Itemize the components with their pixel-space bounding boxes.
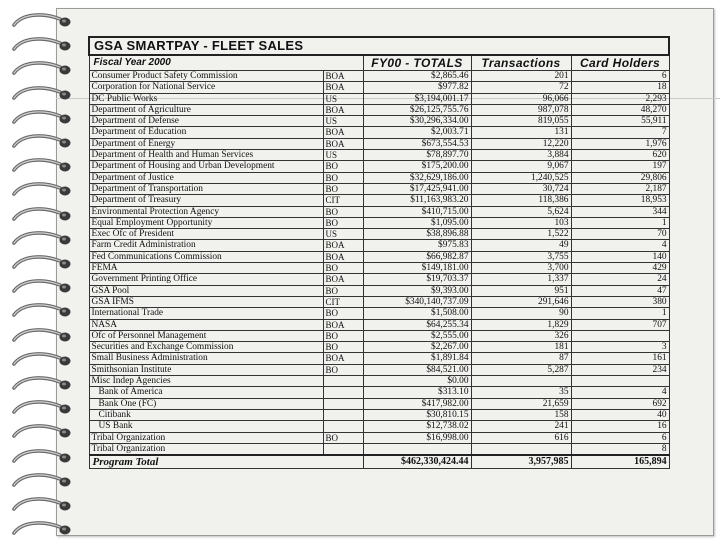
header-transactions: Transactions	[471, 55, 571, 71]
fy00-total-cell	[363, 443, 471, 455]
bank-code-cell: BO	[323, 364, 363, 375]
spiral-binding	[0, 0, 80, 540]
bank-code-cell: BOA	[323, 127, 363, 138]
agency-cell: Farm Credit Administration	[89, 240, 323, 251]
transactions-cell: 1,522	[471, 229, 571, 240]
table-row	[89, 206, 669, 217]
bank-code-cell: BO	[323, 330, 363, 341]
binding-ring	[8, 300, 72, 322]
binding-ring	[8, 470, 72, 492]
table-row	[89, 353, 669, 364]
card-holders-cell: 692	[571, 398, 669, 409]
transactions-cell: 30,724	[471, 183, 571, 194]
transactions-cell: 118,386	[471, 195, 571, 206]
bank-code-cell: US	[323, 116, 363, 127]
card-holders-cell: 707	[571, 319, 669, 330]
card-holders-cell: 197	[571, 161, 669, 172]
agency-cell: Equal Employment Opportunity	[89, 217, 323, 228]
agency-cell: Environmental Protection Agency	[89, 206, 323, 217]
agency-cell: Department of Health and Human Services	[89, 150, 323, 161]
agency-cell: GSA Pool	[89, 285, 323, 296]
table-row	[89, 240, 669, 251]
fy00-total-cell: $417,982.00	[363, 398, 471, 409]
table-row	[89, 104, 669, 115]
bank-code-cell	[323, 421, 363, 432]
agency-cell: US Bank	[89, 421, 323, 432]
fy00-total-cell: $0.00	[363, 376, 471, 387]
binding-ring	[8, 179, 72, 201]
binding-ring	[8, 325, 72, 347]
agency-cell: Ofc of Personnel Management	[89, 330, 323, 341]
fy00-total-cell: $30,810.15	[363, 409, 471, 420]
table-row	[89, 364, 669, 375]
table-row	[89, 443, 669, 455]
transactions-cell: 5,624	[471, 206, 571, 217]
table-row	[89, 296, 669, 307]
agency-cell: Department of Agriculture	[89, 104, 323, 115]
transactions-cell: 326	[471, 330, 571, 341]
table-row	[89, 93, 669, 104]
bank-code-cell: US	[323, 150, 363, 161]
transactions-cell: 3,884	[471, 150, 571, 161]
bank-code-cell: US	[323, 93, 363, 104]
binding-ring	[8, 446, 72, 468]
agency-cell: Corporation for National Service	[89, 82, 323, 93]
card-holders-cell: 47	[571, 285, 669, 296]
card-holders-cell: 6	[571, 71, 669, 82]
fy00-total-cell: $64,255.34	[363, 319, 471, 330]
card-holders-cell: 234	[571, 364, 669, 375]
transactions-cell	[471, 376, 571, 387]
agency-cell: Department of Transportation	[89, 183, 323, 194]
transactions-cell: 12,220	[471, 138, 571, 149]
spreadsheet	[88, 36, 668, 506]
fy00-total-cell: $78,897.70	[363, 150, 471, 161]
bank-code-cell: BOA	[323, 251, 363, 262]
card-holders-cell: 1	[571, 217, 669, 228]
agency-cell: GSA IFMS	[89, 296, 323, 307]
binding-ring	[8, 34, 72, 56]
table-row	[89, 330, 669, 341]
agency-cell: Tribal Organization	[89, 432, 323, 443]
program-total-label: Program Total	[89, 455, 363, 469]
bank-code-cell: BO	[323, 161, 363, 172]
table-row	[89, 251, 669, 262]
bank-code-cell: BOA	[323, 104, 363, 115]
fy00-total-cell: $66,982.87	[363, 251, 471, 262]
card-holders-cell: 48,270	[571, 104, 669, 115]
card-holders-cell: 70	[571, 229, 669, 240]
card-holders-cell: 16	[571, 421, 669, 432]
fy00-total-cell: $38,896.88	[363, 229, 471, 240]
transactions-cell: 87	[471, 353, 571, 364]
card-holders-cell: 380	[571, 296, 669, 307]
table-row	[89, 398, 669, 409]
bank-code-cell: BO	[323, 206, 363, 217]
bank-code-cell: BOA	[323, 274, 363, 285]
agency-cell: Fed Communications Commission	[89, 251, 323, 262]
bank-code-cell: BOA	[323, 82, 363, 93]
transactions-cell: 158	[471, 409, 571, 420]
fy00-total-cell: $149,181.00	[363, 263, 471, 274]
binding-ring	[8, 10, 72, 32]
fy00-total-cell: $1,508.00	[363, 308, 471, 319]
agency-cell: Department of Housing and Urban Development	[89, 161, 323, 172]
binding-ring	[8, 518, 72, 540]
bank-code-cell: BOA	[323, 240, 363, 251]
bank-code-cell: BO	[323, 217, 363, 228]
bank-code-cell: BO	[323, 285, 363, 296]
binding-ring	[8, 421, 72, 443]
table-row	[89, 82, 669, 93]
transactions-cell: 201	[471, 71, 571, 82]
bank-code-cell: CIT	[323, 296, 363, 307]
card-holders-cell: 55,911	[571, 116, 669, 127]
table-row	[89, 161, 669, 172]
bank-code-cell: BO	[323, 263, 363, 274]
binding-ring	[8, 397, 72, 419]
card-holders-cell: 344	[571, 206, 669, 217]
bank-code-cell: BOA	[323, 71, 363, 82]
bank-code-cell: BOA	[323, 353, 363, 364]
agency-cell: Consumer Product Safety Commission	[89, 71, 323, 82]
bank-code-cell: BOA	[323, 138, 363, 149]
sheet-title: GSA SMARTPAY - FLEET SALES	[89, 37, 669, 55]
fiscal-year-label: Fiscal Year 2000	[89, 55, 363, 71]
card-holders-cell: 6	[571, 432, 669, 443]
table-row	[89, 116, 669, 127]
table-row	[89, 421, 669, 432]
binding-ring	[8, 252, 72, 274]
fy00-total-cell: $975.83	[363, 240, 471, 251]
card-holders-cell: 29,806	[571, 172, 669, 183]
bank-code-cell: BO	[323, 308, 363, 319]
card-holders-cell: 3	[571, 342, 669, 353]
agency-cell: Bank of America	[89, 387, 323, 398]
agency-cell: Tribal Organization	[89, 443, 323, 455]
agency-cell: Citibank	[89, 409, 323, 420]
transactions-cell: 21,659	[471, 398, 571, 409]
transactions-cell: 1,240,525	[471, 172, 571, 183]
binding-ring	[8, 349, 72, 371]
card-holders-cell: 8	[571, 443, 669, 455]
agency-cell: Bank One (FC)	[89, 398, 323, 409]
transactions-cell: 96,066	[471, 93, 571, 104]
card-holders-cell: 40	[571, 409, 669, 420]
card-holders-cell: 429	[571, 263, 669, 274]
binding-ring	[8, 276, 72, 298]
bank-code-cell: BO	[323, 183, 363, 194]
table-row	[89, 432, 669, 443]
fy00-total-cell: $340,140,737.09	[363, 296, 471, 307]
program-total-transactions: 3,957,985	[471, 455, 571, 469]
agency-cell: FEMA	[89, 263, 323, 274]
table-row	[89, 387, 669, 398]
agency-cell: Government Printing Office	[89, 274, 323, 285]
binding-ring	[8, 155, 72, 177]
table-row	[89, 138, 669, 149]
table-row	[89, 183, 669, 194]
table-row	[89, 342, 669, 353]
card-holders-cell: 140	[571, 251, 669, 262]
agency-cell: Department of Justice	[89, 172, 323, 183]
agency-cell: Misc Indep Agencies	[89, 376, 323, 387]
fy00-total-cell: $1,891.84	[363, 353, 471, 364]
fy00-total-cell: $32,629,186.00	[363, 172, 471, 183]
table-row	[89, 172, 669, 183]
card-holders-cell: 1,976	[571, 138, 669, 149]
card-holders-cell: 161	[571, 353, 669, 364]
card-holders-cell: 18,953	[571, 195, 669, 206]
transactions-cell: 72	[471, 82, 571, 93]
bank-code-cell	[323, 387, 363, 398]
card-holders-cell: 4	[571, 387, 669, 398]
fy00-total-cell: $2,267.00	[363, 342, 471, 353]
bank-code-cell: US	[323, 229, 363, 240]
card-holders-cell: 24	[571, 274, 669, 285]
card-holders-cell	[571, 376, 669, 387]
binding-ring	[8, 228, 72, 250]
fleet-sales-table	[88, 36, 670, 469]
fy00-total-cell: $3,194,001.17	[363, 93, 471, 104]
transactions-cell: 3,700	[471, 263, 571, 274]
transactions-cell: 131	[471, 127, 571, 138]
program-total-row	[89, 455, 669, 469]
card-holders-cell: 7	[571, 127, 669, 138]
card-holders-cell: 18	[571, 82, 669, 93]
transactions-cell	[471, 443, 571, 455]
table-row	[89, 274, 669, 285]
transactions-cell: 3,755	[471, 251, 571, 262]
table-row	[89, 229, 669, 240]
bank-code-cell: BO	[323, 172, 363, 183]
table-row	[89, 409, 669, 420]
table-row	[89, 263, 669, 274]
card-holders-cell	[571, 330, 669, 341]
agency-cell: International Trade	[89, 308, 323, 319]
table-row	[89, 319, 669, 330]
table-row	[89, 150, 669, 161]
agency-cell: Smithsonian Institute	[89, 364, 323, 375]
agency-cell: Securities and Exchange Commission	[89, 342, 323, 353]
bank-code-cell: BO	[323, 342, 363, 353]
bank-code-cell: CIT	[323, 195, 363, 206]
transactions-cell: 616	[471, 432, 571, 443]
fy00-total-cell: $313.10	[363, 387, 471, 398]
fy00-total-cell: $17,425,941.00	[363, 183, 471, 194]
bank-code-cell: BOA	[323, 319, 363, 330]
binding-ring	[8, 131, 72, 153]
agency-cell: Small Business Administration	[89, 353, 323, 364]
fy00-total-cell: $175,200.00	[363, 161, 471, 172]
fy00-total-cell: $2,555.00	[363, 330, 471, 341]
card-holders-cell: 4	[571, 240, 669, 251]
header-totals: FY00 - TOTALS	[363, 55, 471, 71]
transactions-cell: 291,646	[471, 296, 571, 307]
fy00-total-cell: $1,095.00	[363, 217, 471, 228]
fy00-total-cell: $26,125,755.76	[363, 104, 471, 115]
bank-code-cell: BO	[323, 432, 363, 443]
table-row	[89, 217, 669, 228]
card-holders-cell: 2,293	[571, 93, 669, 104]
fy00-total-cell: $673,554.53	[363, 138, 471, 149]
table-row	[89, 195, 669, 206]
table-row	[89, 376, 669, 387]
transactions-cell: 35	[471, 387, 571, 398]
program-total-amount: $462,330,424.44	[363, 455, 471, 469]
agency-cell: DC Public Works	[89, 93, 323, 104]
transactions-cell: 103	[471, 217, 571, 228]
table-row	[89, 71, 669, 82]
binding-ring	[8, 58, 72, 80]
fy00-total-cell: $2,865.46	[363, 71, 471, 82]
transactions-cell: 1,829	[471, 319, 571, 330]
fy00-total-cell: $84,521.00	[363, 364, 471, 375]
table-row	[89, 285, 669, 296]
agency-cell: Department of Treasury	[89, 195, 323, 206]
transactions-cell: 5,287	[471, 364, 571, 375]
binding-ring	[8, 107, 72, 129]
table-row	[89, 127, 669, 138]
transactions-cell: 9,067	[471, 161, 571, 172]
fy00-total-cell: $9,393.00	[363, 285, 471, 296]
transactions-cell: 90	[471, 308, 571, 319]
binding-ring	[8, 83, 72, 105]
binding-ring	[8, 494, 72, 516]
bank-code-cell	[323, 409, 363, 420]
agency-cell: Department of Defense	[89, 116, 323, 127]
table-row	[89, 308, 669, 319]
bank-code-cell	[323, 443, 363, 455]
fy00-total-cell: $977.82	[363, 82, 471, 93]
agency-cell: Department of Education	[89, 127, 323, 138]
bank-code-cell	[323, 376, 363, 387]
fy00-total-cell: $19,703.37	[363, 274, 471, 285]
transactions-cell: 951	[471, 285, 571, 296]
agency-cell: Exec Ofc of President	[89, 229, 323, 240]
fy00-total-cell: $11,163,983.20	[363, 195, 471, 206]
fy00-total-cell: $30,296,334.00	[363, 116, 471, 127]
transactions-cell: 1,337	[471, 274, 571, 285]
card-holders-cell: 2,187	[571, 183, 669, 194]
header-card-holders: Card Holders	[571, 55, 669, 71]
binding-ring	[8, 204, 72, 226]
fy00-total-cell: $16,998.00	[363, 432, 471, 443]
transactions-cell: 241	[471, 421, 571, 432]
binding-ring	[8, 373, 72, 395]
transactions-cell: 987,078	[471, 104, 571, 115]
bank-code-cell	[323, 398, 363, 409]
fy00-total-cell: $12,738.02	[363, 421, 471, 432]
transactions-cell: 49	[471, 240, 571, 251]
transactions-cell: 819,055	[471, 116, 571, 127]
transactions-cell: 181	[471, 342, 571, 353]
agency-cell: Department of Energy	[89, 138, 323, 149]
fy00-total-cell: $410,715.00	[363, 206, 471, 217]
card-holders-cell: 1	[571, 308, 669, 319]
program-total-card-holders: 165,894	[571, 455, 669, 469]
agency-cell: NASA	[89, 319, 323, 330]
card-holders-cell: 620	[571, 150, 669, 161]
fy00-total-cell: $2,003.71	[363, 127, 471, 138]
